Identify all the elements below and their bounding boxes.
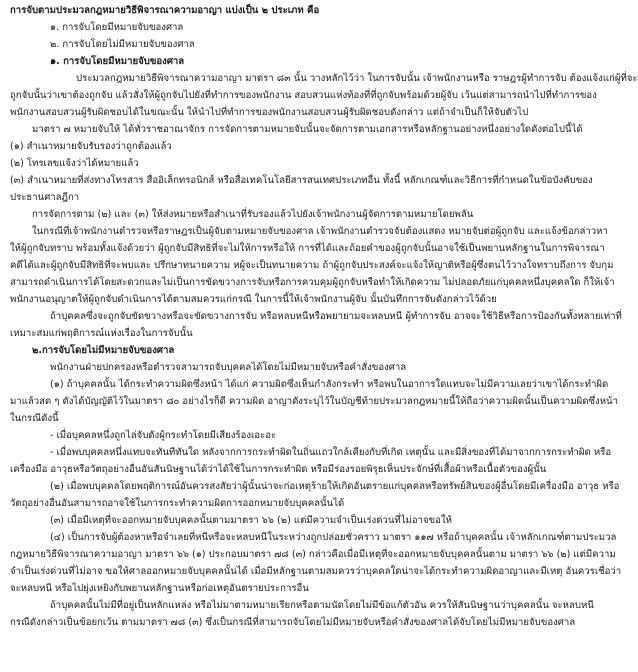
paragraph-line: (๓) สำเนาหมายที่ส่งทางโทรสาร สื่ออิเล็กทรอนิกส์ หรือสื่อเทคโนโลยีสารสนเทศประเภทอื่น ทั้งนี้ หลักเกณฑ์และวิธีการที่กำหนดในข้อบังคับของ (10, 175, 593, 186)
paragraph-line: ในกรณีดังนี้ (10, 413, 59, 424)
paragraph-line: มาแล้วสด ๆ ดังได้บัญญัติไว้ในมาตรา ๘๐ อย่างไรก็ดี ความผิด อาญาดังระบุไว้ในบัญชีท้ายประมวลกฎหมายนี้ให้ถือว่าความผิดนั้นเป็นความผิดซึ่งหน้า (10, 396, 618, 407)
paragraph-line: กรณีดังกล่าวเป็นข้อยกเว้น ตามมาตรา ๗๘ (๓) ซึ่งเป็นกรณีที่สามารถจับโดยไม่มีหมายจับหรือคำสั่งของศาลได้จับโดยไม่มีหมายจับของศาล (10, 617, 576, 628)
list-item: ๑. การจับโดยมีหมายจับของศาล (50, 22, 184, 33)
paragraph-line: (๒) โทรเลขแจ้งว่าได้หมายแล้ว (10, 158, 139, 169)
paragraph-line: ถ้าบุคคลนั้นไม่มีที่อยู่เป็นหลักแหล่ง หรือไม่มาตามหมายเรียกหรือตามนัดโดยไม่มีข้อแก้ตัวอัน ควรให้สันนิษฐานว่าบุคคลนั้น จะหลบหนี (50, 600, 594, 611)
paragraph-line: พนักงานฝ่ายปกครองหรือตำรวจสามารถจับบุคคลได้โดยไม่มีหมายจับหรือคำสั่งของศาล (50, 362, 407, 373)
paragraph-line: จำเป็นเร่งด่วนที่ไม่อาจ ขอให้ศาลออกหมายจับบุคคลนั้นได้ เมื่อมีหลักฐานตามสมควรว่าบุคคลใดน่าจะได้กระทำความผิดอาญาและมีเหตุ อันควรเชื่อว่า (10, 566, 622, 577)
paragraph-line: จะหลบหนี หรือไปยุ่งเหยิงกับพยานหลักฐานหรือก่อเหตุอันตรายประการอื่น (10, 583, 309, 594)
paragraph-line: พนักงานอนุญาตให้ผู้ถูกจับดำเนินการได้ตามสมควรแก่กรณี ในการนี้ให้เจ้าพนักงานผู้จับ นั้นบันทึกการจับดังกล่าวไว้ด้วย (10, 294, 497, 305)
paragraph-line: - เมื่อพบบุคคลหนึ่งแทบจะทันทีทันใด หลังจากการกระทำผิดในถิ่นแถวใกล้เคียงกับที่เกิด เหตุนั้น และมีสิ่งของที่ได้มาจากการกระทำผิด หรือ (50, 447, 612, 458)
paragraph-line: ถูกจับนั้นว่าเขาต้องถูกจับ แล้วสั่งให้ผู้ถูกจับไปยังที่ทำการของพนักงาน สอบสวนแห่งท้องที่ที่ถูกจับพร้อมด้วยผู้จับ เว้นแต่สามารถนำไปที่ทำการของ (10, 90, 597, 101)
paragraph-line: เครื่องมือ อาวุธหรือวัตถุอย่างอื่นอันสันนิษฐานได้ว่าได้ใช้ในการกระทำผิด หรือมีร่องรอยพิรุธเห็นประจักษ์ที่เสื้อผ้าหรือเนื้อตัวของผู้นั้น (10, 464, 547, 475)
paragraph-line: (๑) ถ้าบุคคลนั้น ได้กระทำความผิดซึ่งหน้า ได้แก่ ความผิดซึ่งเห็นกำลังกระทำ หรือพบในอาการใดแทบจะไม่มีความเลยว่าเขาได้กระทำผิด (50, 379, 609, 390)
list-item: ๒. การจับโดยไม่มีหมายจับของศาล (50, 39, 195, 50)
paragraph-line: การจัดการตาม (๒) และ (๓) ให้ส่งหมายหรือสำเนาที่รับรองแล้วไปยังเจ้าพนักงานผู้จัดการตามหมายโดยพลัน (32, 209, 474, 220)
paragraph-line: มาตรา ๗ หมายจับให้ ได้ทั่วราชอาณาจักร การจัดการตามหมายจับนั้นจะจัดการตามเอกสารหรือหลักฐานอย่างหนึ่งอย่างใดดังต่อไปนี้ได้ (32, 124, 583, 135)
paragraph-line: - เมื่อบุคคลหนึ่งถูกไล่จับดังผู้กระทำโดยมีเสียงร้องเอะอะ (50, 430, 277, 441)
paragraph-line: เหมาะสมแก่พฤติการณ์แห่งเรื่องในการจับนั้น (10, 328, 193, 339)
document-title: การจับตามประมวลกฎหมายวิธีพิจารณาความอาญา แบ่งเป็น ๒ ประเภท คือ (10, 5, 320, 16)
section2-heading: ๒.การจับโดยไม่มีหมายจับของศาล (32, 345, 175, 356)
paragraph-line: (๓) เมื่อมีเหตุที่จะออกหมายจับบุคคลนั้นตามมาตรา ๖๖ (๒) แต่มีความจำเป็นเร่งด่วนที่ไม่อาจขอให้ (50, 515, 452, 526)
paragraph-line: ถ้าบุคคลซึ่งจะถูกจับขัดขวางหรือจะขัดขวางการจับ หรือหลบหนีหรือพยายามจะหลบหนี ผู้ทำการจับ อาจจะใช้วิธีหรือการป้องกันทั้งหลายเท่าที่ (50, 311, 622, 322)
paragraph-line: ให้ผู้ถูกจับทราบ พร้อมทั้งแจ้งด้วยว่า ผู้ถูกจับมีสิทธิที่จะไม่ให้การหรือให้ การที่ได้และถ้อยคำของผู้ถูกจับนั้นอาจใช้เป็นพยานหลักฐานในการพิจารณา (10, 243, 605, 254)
paragraph-line: กฎหมายวิธีพิจารณาความอาญา มาตรา ๖๖ (๑) ประกอบมาตรา ๗๘ (๓) กล่าวคือเมื่อมีเหตุที่จะออกหมายจับบุคคลนั้นตาม มาตรา ๖๖ (๒) แต่มีความ (10, 549, 616, 560)
paragraph-line: คดีได้และผู้ถูกจับมีสิทธิที่จะพบและ ปรึกษาทนายความ หผู้จะเป็นทนายความ ถ้าผู้ถูกจับประสงค์จะแจ้งให้ญาติหรือผู้ซึ่งตนไว้วางใจทราบถึงการ จับกุม (10, 260, 614, 271)
paragraph-line: (๒) เมื่อพบบุคคลโดยพฤติการณ์อันควรสงสัยว่าผู้นั้นน่าจะก่อเหตุร้ายให้เกิดอันตรายแก่บุคคลหรือทรัพย์สินของผู้อื่นโดยมีเครื่องมือ อาวุธ หรือ (50, 481, 620, 492)
paragraph-line: ประมวลกฎหมายวิธีพิจารณาความอาญา มาตรา ๘๓ นั้น วางหลักไว้ว่า ในการจับนั้น เจ้าพนักงานหรือ ราษฎรผู้ทำการจับ ต้องแจ้งแก่ผู้ที่จะ (76, 73, 638, 84)
paragraph-line: ประธานศาลฎีกา (10, 192, 80, 203)
paragraph-line: ในกรณีที่เจ้าพนักงานตำรวจหรือราษฎรเป็นผู้จับตามหมายจับของศาล เจ้าพนักงานตำรวจจับต้องแสดง หมายจับต่อผู้ถูกจับ และแจ้งข้อกล่าวหา (32, 226, 608, 237)
paragraph-line: (๑) สำเนาหมายจับรับรองว่าถูกต้องแล้ว (10, 141, 172, 152)
paragraph-line: พนักงานสอบสวนผู้รับผิดชอบได้ในขณะนั้น ให้นำไปที่ทำการของพนักงานสอบสวนผู้รับผิดชอบดังกล่าว แต่ถ้าจำเป็นก็ให้จับตัวไป (10, 107, 529, 118)
paragraph-line: สามารถดำเนินการได้โดยสะดวกและไม่เป็นการขัดขวางการจับหรือการควบคุมผู้ถูกจับหรือทำให้เกิดความ ไม่ปลอดภัยแก่บุคคลหนึ่งบุคคลใด ก็ให้เจ้า (10, 277, 615, 288)
section1-heading: ๑. การจับโดยมีหมายจับของศาล (50, 56, 185, 67)
paragraph-line: (๔) เป็นการจับผู้ต้องหาหรือจำเลยที่หนีหรือจะหลบหนีในระหว่างถูกปล่อยชั่วคราว มาตรา ๑๑๗ หรือถ้าบุคคลนั้น เจ้าหลักเกณฑ์ตามประมวล (50, 532, 617, 543)
paragraph-line: วัตถุอย่างอื่นอันสามารถอาจใช้ในการกระทำความผิดการออกหมายจับบุคคลนั้นได้ (10, 498, 345, 509)
